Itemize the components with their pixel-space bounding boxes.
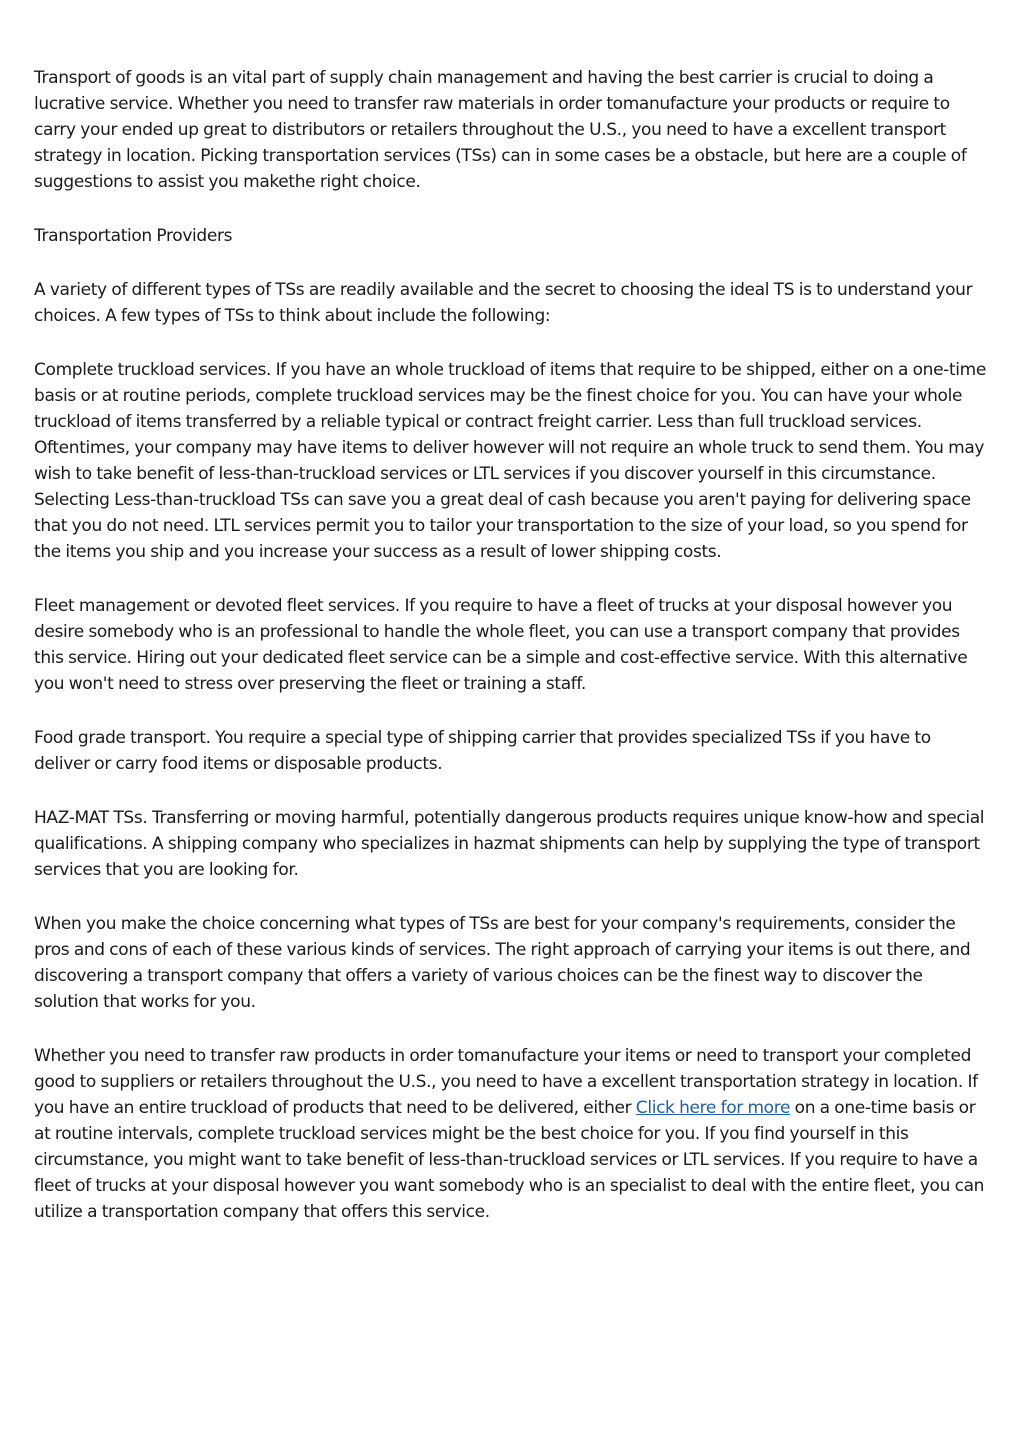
intro-paragraph: Transport of goods is an vital part of supply chain management and having the best carrier is crucial to doing a lucrative service. Whether you need to transfer raw materials in order tomanufacture your products or require to carry your ended up great to distributors or retailers throughout the U.S., you need to have a excellent transport strategy in location. Picking transportation services (TSs) can in some cases be a obstacle, but here are a couple of suggestions to assist you makethe right choice. [34, 68, 967, 192]
choice-paragraph: When you make the choice concerning what types of TSs are best for your company's requirements, consider the pros and cons of each of these various kinds of services. The right approach of carrying your items is out there, and discovering a transport company that offers a variety of various choices can be the finest way to discover the solution that works for you. [34, 914, 971, 1012]
final-paragraph-text-before-link: Whether you need to transfer raw products in order tomanufacture your items or need to transport your completed good to suppliers or retailers throughout the U.S., you need to have a excellent transportation strategy in location. If you have an entire truckload of products that need to be delivered, either [34, 1046, 978, 1118]
hazmat-paragraph: HAZ-MAT TSs. Transferring or moving harmful, potentially dangerous products requires unique know-how and special qualifications. A shipping company who specializes in hazmat shipments can help by supplying the type of transport services that you are looking for. [34, 808, 985, 880]
fleet-management-paragraph: Fleet management or devoted fleet services. If you require to have a fleet of trucks at your disposal however you desire somebody who is an professional to handle the whole fleet, you can use a transport company that provides this service. Hiring out your dedicated fleet service can be a simple and cost-effective service. With this alternative you won't need to stress over preserving the fleet or training a staff. [34, 596, 968, 694]
types-intro-paragraph: A variety of different types of TSs are readily available and the secret to choosing the ideal TS is to understand your choices. A few types of TSs to think about include the following: [34, 280, 973, 326]
final-paragraph-text-after-link: on a one-time basis or at routine intervals, complete truckload services might be the best choice for you. If you find yourself in this circumstance, you might want to take benefit of less-than-truckload services or LTL services. If you require to have a fleet of trucks at your disposal however you want somebody who is an specialist to deal with the entire fleet, you can utilize a transportation company that offers this service. [34, 1098, 985, 1222]
truckload-services-paragraph: Complete truckload services. If you have an whole truckload of items that require to be shipped, either on a one-time basis or at routine periods, complete truckload services may be the finest choice for you. You can have your whole truckload of items transferred by a reliable typical or contract freight carrier. Less than full truckload services. Oftentimes, your company may have items to deliver however will not require an whole truck to send them. You may wish to take benefit of less-than-truckload services or LTL services if you discover yourself in this circumstance. Selecting Less-than-truckload TSs can save you a great deal of cash because you aren't paying for delivering space that you do not need. LTL services permit you to tailor your transportation to the size of your load, so you spend for the items you ship and you increase your success as a result of lower shipping costs. [34, 360, 986, 562]
document-page [34, 65, 990, 1253]
click-here-for-more-link[interactable]: Click here for more [635, 1098, 791, 1118]
final-paragraph [34, 1043, 990, 1225]
section-heading-transportation-providers: Transportation Providers [34, 226, 233, 246]
food-grade-paragraph: Food grade transport. You require a special type of shipping carrier that provides specialized TSs if you have to deliver or carry food items or disposable products. [34, 728, 931, 774]
